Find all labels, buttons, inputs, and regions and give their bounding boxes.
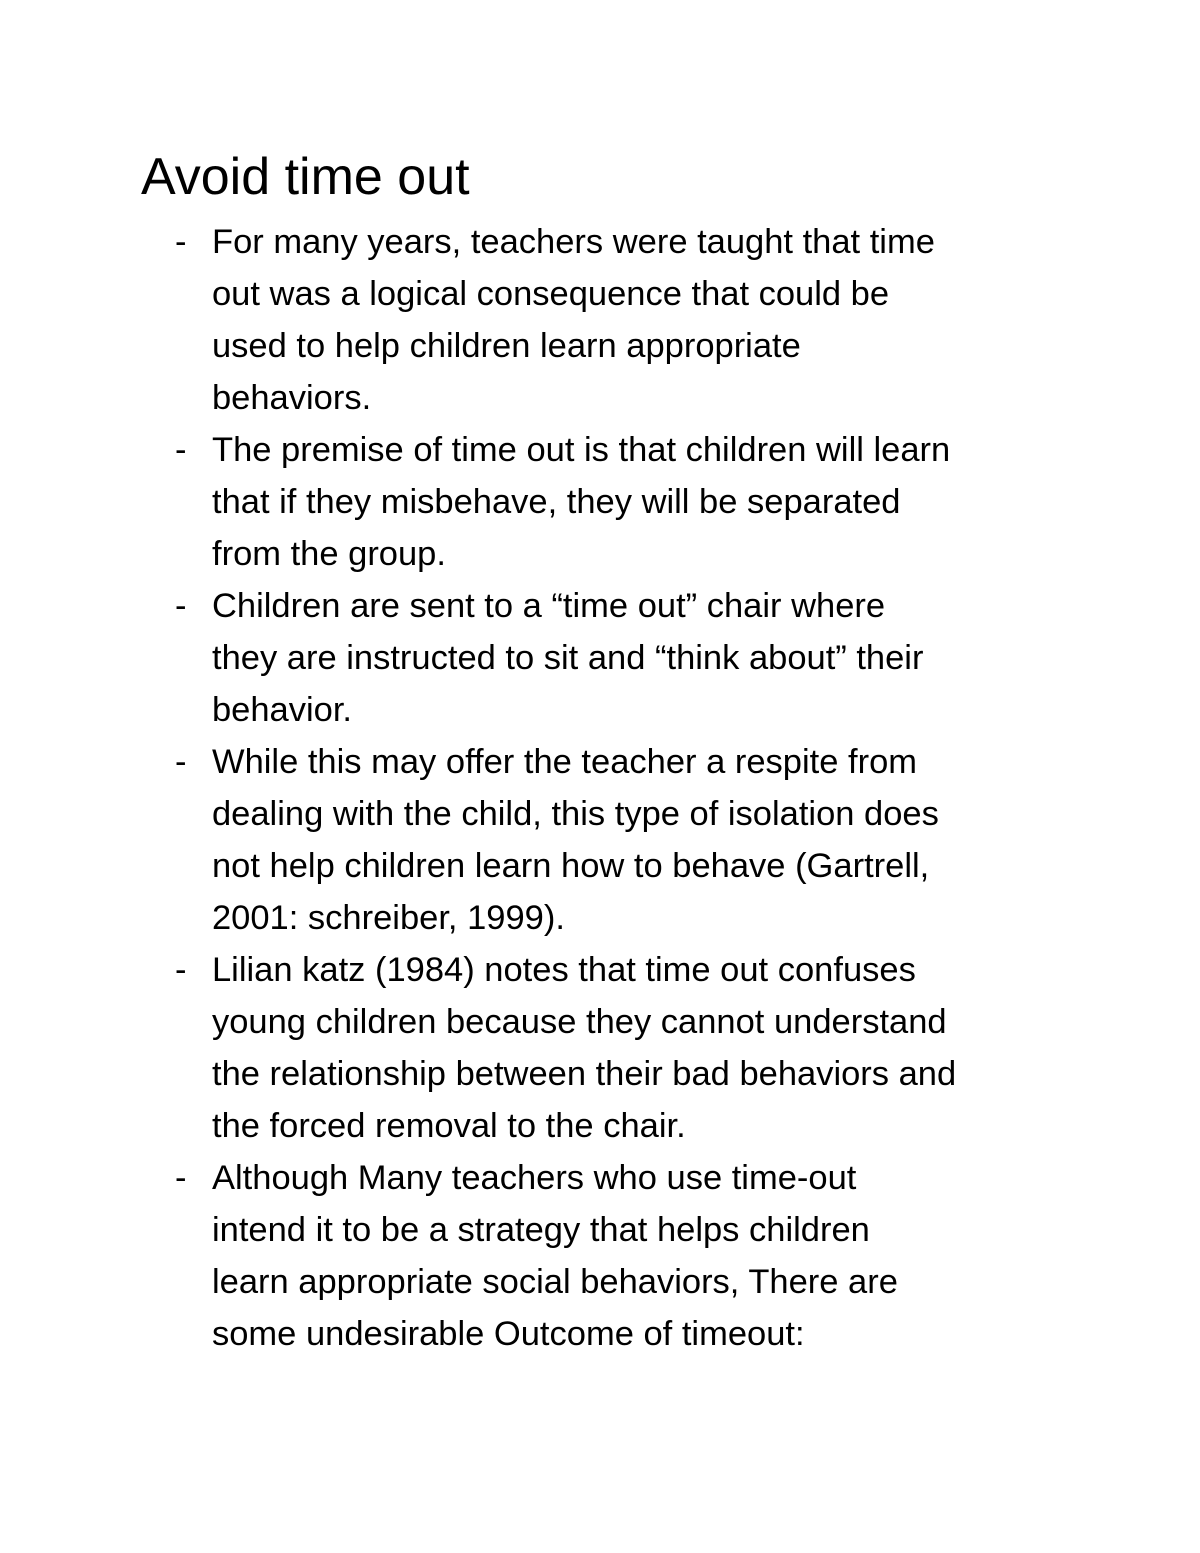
bullet-dash: -	[175, 431, 187, 469]
list-item	[0, 1152, 1082, 1360]
bullet-dash: -	[175, 951, 187, 989]
bullet-text: Lilian katz (1984) notes that time out confuses young children because they cannot understand the relationship between their bad behaviors and the forced removal to the chair.	[212, 951, 957, 1145]
bullet-dash: -	[175, 223, 187, 261]
list-item	[0, 580, 1082, 736]
list-item	[0, 944, 1082, 1152]
list-item	[0, 736, 1082, 944]
list-item	[0, 216, 1082, 424]
page-title: Avoid time out	[141, 148, 470, 206]
bullet-text: The premise of time out is that children will learn that if they misbehave, they will be separated from the group.	[212, 431, 951, 573]
bullet-text: Although Many teachers who use time-out intend it to be a strategy that helps children learn appropriate social behaviors, There are some undesirable Outcome of timeout:	[212, 1159, 898, 1353]
bullet-dash: -	[175, 743, 187, 781]
list-item	[0, 424, 1082, 580]
bullet-text: While this may offer the teacher a respite from dealing with the child, this type of isolation does not help children learn how to behave (Gartrell, 2001: schreiber, 1999).	[212, 743, 939, 937]
bullet-dash: -	[175, 1159, 187, 1197]
bullet-text: Children are sent to a “time out” chair where they are instructed to sit and “think about” their behavior.	[212, 587, 924, 729]
bullet-text: For many years, teachers were taught that time out was a logical consequence that could be used to help children learn appropriate behaviors.	[212, 223, 935, 417]
bullet-list	[0, 216, 1200, 1360]
bullet-dash: -	[175, 587, 187, 625]
